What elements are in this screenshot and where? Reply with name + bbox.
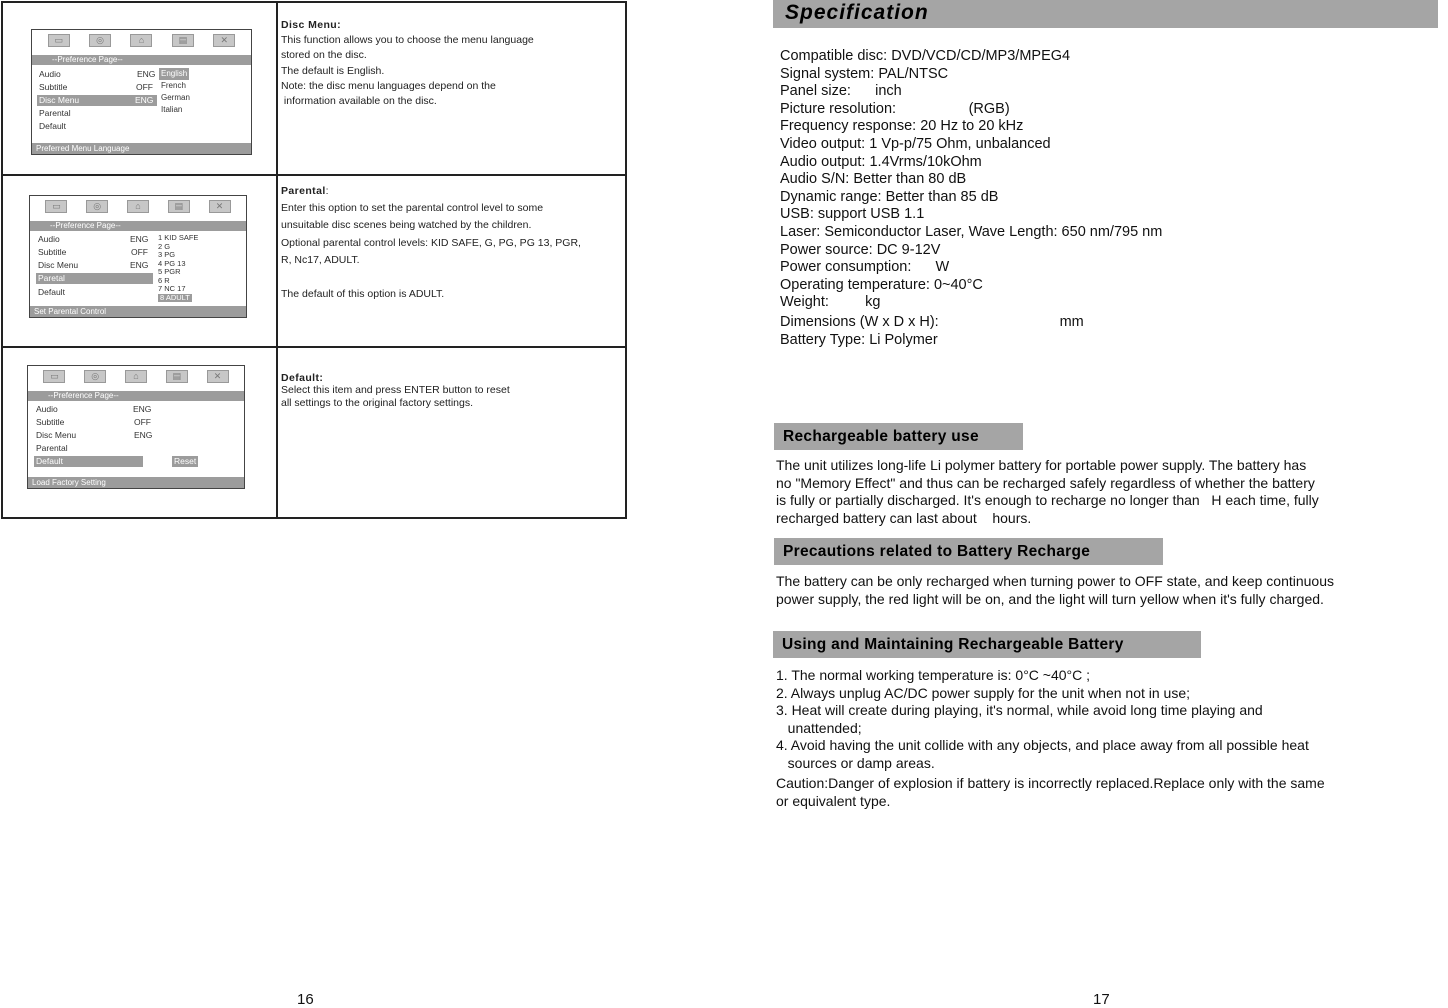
page-title: Specification xyxy=(785,1,929,24)
paragraph-line: power supply, the red light will be on, and the light will turn yellow when it's fully charged. xyxy=(776,590,1324,607)
osd-value: ENG xyxy=(133,404,152,414)
disc-menu-heading: Disc Menu: xyxy=(281,19,342,31)
osd-screenshot-parental xyxy=(29,195,247,318)
section-title-rechargeable-battery: Rechargeable battery use xyxy=(774,423,1023,450)
description-line: Enter this option to set the parental control level to some xyxy=(281,202,544,215)
section-title-maintaining-battery: Using and Maintaining Rechargeable Battery xyxy=(773,631,1201,658)
description-line: R, Nc17, ADULT. xyxy=(281,253,360,266)
lock-icon: ⌂ xyxy=(125,370,147,383)
osd-icon-bar xyxy=(30,196,246,216)
list-item: sources or damp areas. xyxy=(776,754,935,771)
osd-screenshot-default xyxy=(27,365,245,489)
rating-option: 3 PG xyxy=(158,250,176,259)
rating-option-selected: 8 ADULT xyxy=(160,292,190,302)
osd-item-disc-menu: Disc Menu xyxy=(36,430,77,440)
description-line: all settings to the original factory settings. xyxy=(281,396,474,409)
spec-line: Audio S/N: Better than 80 dB xyxy=(780,171,967,188)
osd-option-french: French xyxy=(161,81,186,90)
rechargeable-battery-text xyxy=(776,457,1448,527)
spec-line: Picture resolution: (RGB) xyxy=(780,100,1010,117)
exit-icon: ✕ xyxy=(209,200,231,213)
video-icon: ◎ xyxy=(84,370,106,383)
osd-item-subtitle: Subtitle xyxy=(39,82,68,92)
osd-item-default: Default xyxy=(34,456,143,467)
paragraph-line: The unit utilizes long-life Li polymer battery for portable power supply. The battery has xyxy=(776,457,1307,473)
osd-page-title: --Preference Page-- xyxy=(28,391,244,401)
maintaining-battery-list xyxy=(776,667,1448,773)
osd-item-parental: Parental xyxy=(36,443,68,453)
exit-icon: ✕ xyxy=(213,34,235,47)
osd-icon-bar xyxy=(28,366,244,386)
description-line: Note: the disc menu languages depend on the xyxy=(281,79,496,92)
rating-option: 6 R xyxy=(158,275,170,285)
osd-item-disc-menu: Disc Menu xyxy=(37,95,157,106)
spec-line: Operating temperature: 0~40°C xyxy=(780,276,983,293)
spec-line: Signal system: PAL/NTSC xyxy=(780,65,949,82)
video-icon: ◎ xyxy=(89,34,111,47)
heading-colon: : xyxy=(325,185,329,197)
rating-option: 1 KID SAFE xyxy=(158,233,199,242)
lock-icon: ⌂ xyxy=(130,34,152,47)
osd-item-audio: Audio xyxy=(38,234,60,244)
osd-item-parental: Paretal xyxy=(36,273,153,284)
spec-line: Audio output: 1.4Vrms/10kOhm xyxy=(780,153,982,170)
list-item: 1. The normal working temperature is: 0°C ~40°C ; xyxy=(776,667,1091,683)
osd-screenshot-disc-menu xyxy=(31,29,252,155)
osd-footer: Set Parental Control xyxy=(30,306,246,317)
table-divider xyxy=(3,346,625,348)
default-heading: Default: xyxy=(281,372,324,384)
osd-item-disc-menu: Disc Menu xyxy=(38,260,79,270)
rating-option: 2 G xyxy=(158,241,171,251)
spec-line: Dynamic range: Better than 85 dB xyxy=(780,188,999,205)
osd-value: ENG xyxy=(130,234,149,244)
list-item: 4. Avoid having the unit collide with any objects, and place away from all possible heat xyxy=(776,737,1309,754)
osd-value: ENG xyxy=(130,260,149,270)
page-number: 16 xyxy=(297,991,314,1008)
exit-icon: ✕ xyxy=(207,370,229,383)
osd-item-subtitle: Subtitle xyxy=(36,417,65,427)
osd-value: OFF xyxy=(131,247,148,257)
spec-line: Video output: 1 Vp-p/75 Ohm, unbalanced xyxy=(780,135,1051,152)
osd-option-italian: Italian xyxy=(161,105,183,114)
paragraph-line: no "Memory Effect" and thus can be recharged safely regardless of whether the battery xyxy=(776,474,1315,491)
paragraph-line: The battery can be only recharged when turning power to OFF state, and keep continuous xyxy=(776,573,1334,589)
osd-icon-bar xyxy=(32,30,251,50)
spec-line: Panel size: inch xyxy=(780,83,902,100)
list-item: 3. Heat will create during playing, it's normal, while avoid long time playing and xyxy=(776,702,1263,719)
osd-item-default: Default xyxy=(38,287,65,297)
osd-item-subtitle: Subtitle xyxy=(38,247,67,257)
video-icon: ◎ xyxy=(86,200,108,213)
speaker-icon: ▭ xyxy=(48,34,70,47)
blank-line xyxy=(281,269,626,286)
osd-option-german: German xyxy=(161,93,190,102)
description-line: stored on the disc. xyxy=(281,49,367,62)
description-line: This function allows you to choose the menu language xyxy=(281,34,534,47)
osd-value: ENG xyxy=(134,430,153,440)
osd-item-parental: Parental xyxy=(39,108,71,118)
spec-line: Battery Type: Li Polymer xyxy=(780,331,938,348)
speaker-icon: ▭ xyxy=(43,370,65,383)
description-line: The default of this option is ADULT. xyxy=(281,288,445,301)
caution-line: or equivalent type. xyxy=(776,792,891,809)
spec-line: Power source: DC 9-12V xyxy=(780,241,941,258)
list-item: unattended; xyxy=(776,719,862,736)
page-number: 17 xyxy=(1093,991,1110,1008)
paragraph-line: is fully or partially discharged. It's enough to recharge no longer than H each time, fully xyxy=(776,492,1319,509)
caution-text xyxy=(776,775,1448,810)
osd-value: ENG xyxy=(135,95,154,105)
spec-line: Power consumption: W xyxy=(780,259,950,276)
spec-line: Dimensions (W x D x H): mm xyxy=(780,313,1084,330)
speaker-icon: ▭ xyxy=(45,200,67,213)
osd-option-english: English xyxy=(161,69,188,78)
osd-item-default: Default xyxy=(39,121,66,131)
description-line: unsuitable disc scenes being watched by the children. xyxy=(281,219,532,232)
spec-line: USB: support USB 1.1 xyxy=(780,206,925,223)
list-item: 2. Always unplug AC/DC power supply for the unit when not in use; xyxy=(776,684,1191,701)
description-line: Select this item and press ENTER button to reset xyxy=(281,384,510,397)
osd-value: ENG xyxy=(137,69,156,79)
osd-item-audio: Audio xyxy=(36,404,58,414)
section-title-recharge-precautions: Precautions related to Battery Recharge xyxy=(774,538,1163,565)
osd-page-title: --Preference Page-- xyxy=(30,221,246,231)
description-line: The default is English. xyxy=(281,64,385,77)
rating-option: 7 NC 17 xyxy=(158,284,186,293)
disc-menu-description xyxy=(281,18,626,109)
preference-icon: ▤ xyxy=(172,34,194,47)
rating-option: 4 PG 13 xyxy=(158,258,186,268)
default-description xyxy=(281,372,626,409)
osd-value: OFF xyxy=(134,417,151,427)
table-divider xyxy=(276,3,278,517)
preference-icon: ▤ xyxy=(166,370,188,383)
osd-footer: Preferred Menu Language xyxy=(32,143,251,154)
preference-icon: ▤ xyxy=(168,200,190,213)
osd-value: OFF xyxy=(136,82,153,92)
osd-page-title: --Preference Page-- xyxy=(32,55,251,65)
caution-line: Caution:Danger of explosion if battery is incorrectly replaced.Replace only with the same xyxy=(776,775,1325,791)
recharge-precautions-text xyxy=(776,573,1448,608)
spec-line: Frequency response: 20 Hz to 20 kHz xyxy=(780,118,1024,135)
lock-icon: ⌂ xyxy=(127,200,149,213)
description-line: information available on the disc. xyxy=(281,95,437,108)
parental-description xyxy=(281,183,626,303)
table-divider xyxy=(3,174,625,176)
spec-line: Compatible disc: DVD/VCD/CD/MP3/MPEG4 xyxy=(780,48,1071,64)
spec-line: Weight: kg xyxy=(780,294,881,311)
osd-item-audio: Audio xyxy=(39,69,61,79)
reset-option: Reset xyxy=(174,456,197,466)
description-line: Optional parental control levels: KID SAFE, G, PG, PG 13, PGR, xyxy=(281,236,581,249)
rating-option: 5 PGR xyxy=(158,267,181,276)
specification-title-bar xyxy=(773,0,1438,28)
paragraph-line: recharged battery can last about hours. xyxy=(776,509,1032,526)
specification-list xyxy=(780,48,1162,349)
osd-footer: Load Factory Setting xyxy=(28,477,244,488)
spec-line: Laser: Semiconductor Laser, Wave Length: 650 nm/795 nm xyxy=(780,223,1163,240)
parental-heading: Parental xyxy=(281,185,326,197)
